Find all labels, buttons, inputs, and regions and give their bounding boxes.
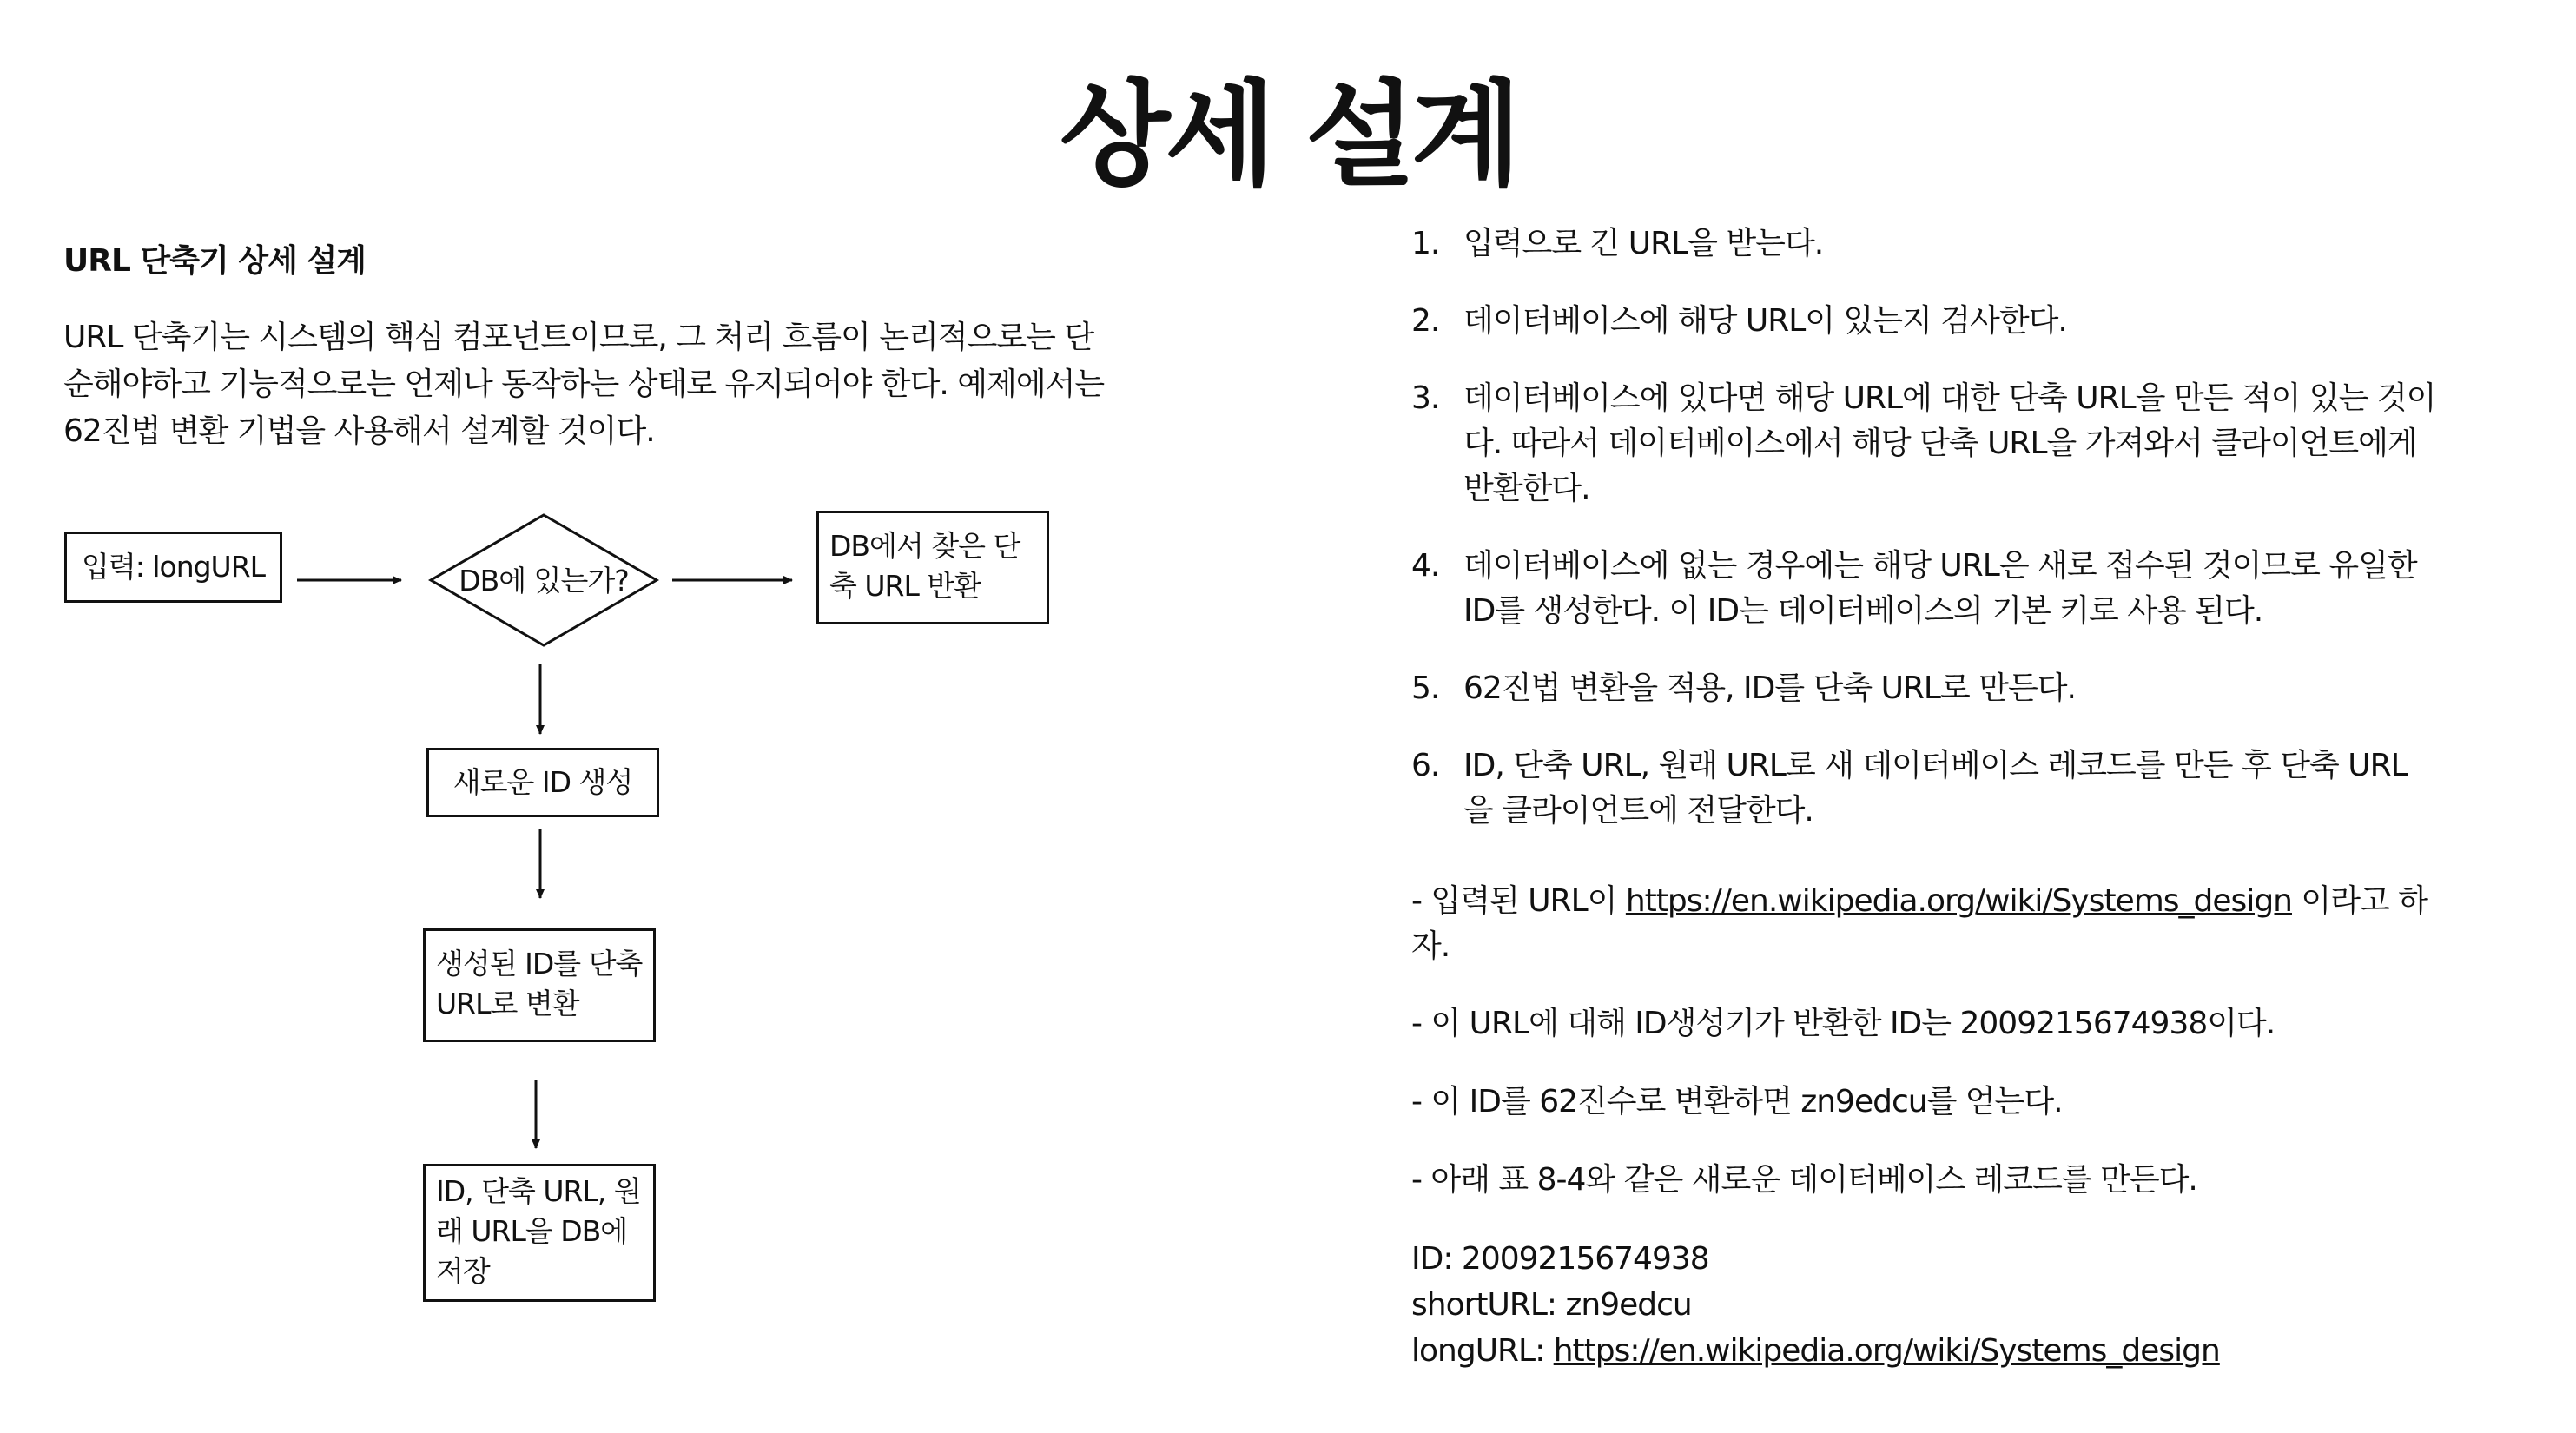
list-item: 1. 입력으로 긴 URL을 받는다. xyxy=(1411,226,1824,261)
example-convert-line: - 이 ID를 62진수로 변환하면 zn9edcu를 얻는다. xyxy=(1411,1084,2063,1119)
flow-input-box: 입력: longURL xyxy=(64,532,282,603)
section-heading: URL 단축기 상세 설계 xyxy=(63,243,366,279)
flow-new-id-box: 새로운 ID 생성 xyxy=(426,748,659,817)
page-title: 상세 설계 xyxy=(1059,69,1516,202)
list-item: 3. 데이터베이스에 있다면 해당 URL에 대한 단축 URL을 만든 적이 있는 것이다. 따라서 데이터베이스에서 해당 단축 URL을 가져와서 클라이언트에게 반환한다. xyxy=(1411,380,2436,506)
flow-store-box: ID, 단축 URL, 원래 URL을 DB에 저장 xyxy=(423,1164,656,1302)
record-short-url: shortURL: zn9edcu xyxy=(1411,1287,1692,1323)
example-id-line: - 이 URL에 대해 ID생성기가 반환한 ID는 2009215674938이다. xyxy=(1411,1006,2275,1041)
list-item: 5. 62진법 변환을 적용, ID를 단축 URL로 만든다. xyxy=(1411,670,2076,706)
process-steps xyxy=(1411,221,2436,866)
long-url-link[interactable]: https://en.wikipedia.org/wiki/Systems_design xyxy=(1553,1333,2220,1369)
record-id: ID: 2009215674938 xyxy=(1411,1241,1709,1277)
record-long-url: longURL: https://en.wikipedia.org/wiki/Systems_design xyxy=(1411,1333,2220,1369)
flow-found-box: DB에서 찾은 단축 URL 반환 xyxy=(816,511,1049,624)
intro-paragraph: URL 단축기는 시스템의 핵심 컴포넌트이므로, 그 처리 흐름이 논리적으로는 단순해야하고 기능적으로는 언제나 동작하는 상태로 유지되어야 한다. 예제에서는 62진법 변환 기법을 사용해서 설계할 것이다. xyxy=(63,320,1105,449)
list-item: 4. 데이터베이스에 없는 경우에는 해당 URL은 새로 접수된 것이므로 유일한 ID를 생성한다. 이 ID는 데이터베이스의 기본 키로 사용 된다. xyxy=(1411,548,2417,629)
flow-convert-box: 생성된 ID를 단축 URL로 변환 xyxy=(423,928,656,1042)
wikipedia-link[interactable]: https://en.wikipedia.org/wiki/Systems_design xyxy=(1625,883,2292,919)
list-item: 6. ID, 단축 URL, 원래 URL로 새 데이터베이스 레코드를 만든 후 단축 URL을 클라이언트에 전달한다. xyxy=(1411,748,2408,829)
example-input-line: - 입력된 URL이 https://en.wikipedia.org/wiki/Systems_design 이라고 하자. xyxy=(1411,883,2427,964)
flow-decision-label: DB에 있는가? xyxy=(459,564,629,598)
example-record-line: - 아래 표 8-4와 같은 새로운 데이터베이스 레코드를 만든다. xyxy=(1411,1162,2197,1198)
list-item: 2. 데이터베이스에 해당 URL이 있는지 검사한다. xyxy=(1411,303,2067,339)
